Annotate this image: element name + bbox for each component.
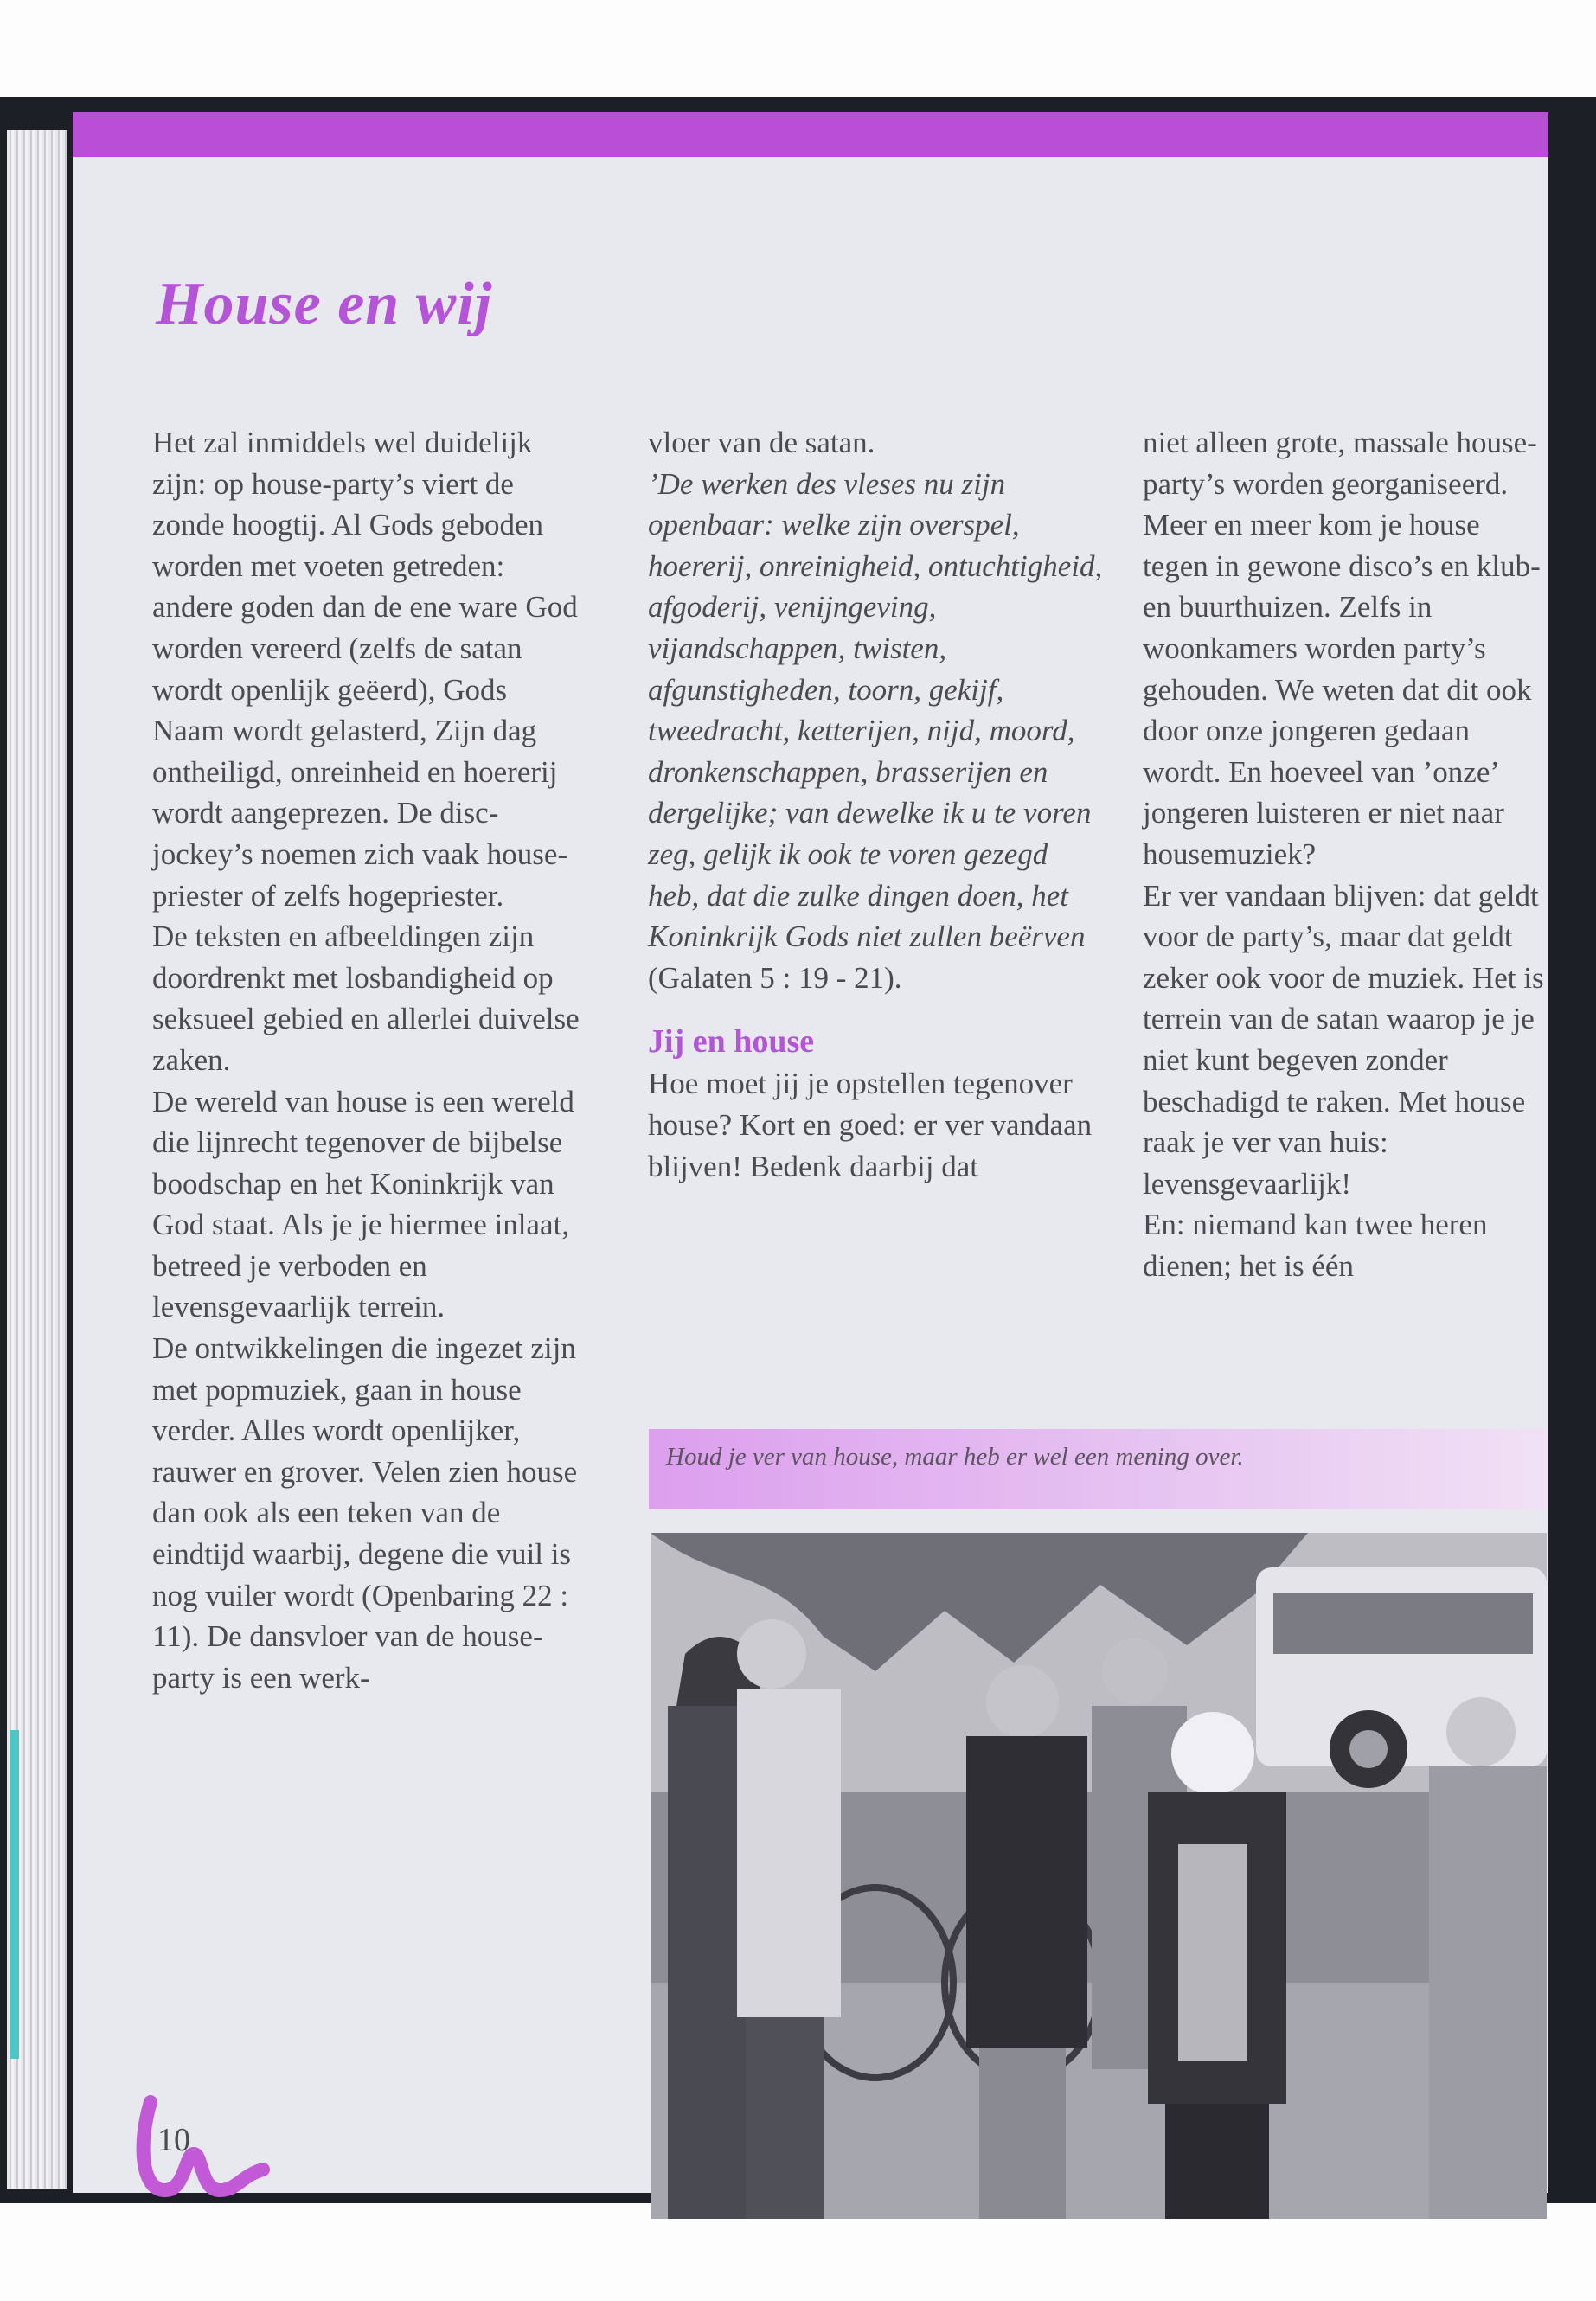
quote-reference: (Galaten 5 : 19 - 21). xyxy=(648,960,902,995)
column-1 xyxy=(152,422,585,1698)
subheading: Jij en house xyxy=(648,1023,815,1061)
bible-quote xyxy=(648,464,1106,999)
top-color-band xyxy=(73,112,1548,157)
page-title: House en wij xyxy=(156,271,493,337)
magazine-page xyxy=(73,112,1548,2193)
page-stack-edge xyxy=(7,130,67,2189)
paragraph: niet alleen grote, massale house-party’s worden georganiseerd. Meer en meer kom je house tegen in gewone disco’s en klub- en buurthuizen. Zelfs in woonkamers worden party’s gehouden. We weten dat dit ook door onze jongeren gedaan wordt. En hoeveel van ’onze’ jongeren luisteren er niet naar housemuziek? xyxy=(1143,426,1541,871)
paragraph: De ontwikkelingen die ingezet zijn met popmuziek, gaan in house verder. Alles wordt openlijker, rauwer en grover. Velen zien house dan ook als een teken van de eindtijd waarbij, degene die vuil is nog vuiler wordt (Openbaring 22 : 11). De dansvloer van de house-party is een werk- xyxy=(152,1331,578,1695)
paragraph: De wereld van house is een wereld die lijnrecht tegenover de bijbelse boodschap en het Koninkrijk van God staat. Als je je hiermee inlaat, betreed je verboden en levensgevaarlijk terrein. xyxy=(152,1084,574,1324)
paragraph: En: niemand kan twee heren dienen; het is één xyxy=(1143,1208,1488,1283)
paragraph: Het zal inmiddels wel duidelijk zijn: op house-party’s viert de zonde hoogtij. Al Gods geboden worden met voeten getreden: andere goden dan de ene ware God worden vereerd (zelfs de satan wordt openlijk geëerd), Gods Naam wordt gelasterd, Zijn dag ontheiligd, onreinheid en hoererij wordt aangeprezen. De disc-jockey’s noemen zich vaak house-priester of zelfs hogepriester. xyxy=(152,426,578,913)
column-3 xyxy=(1143,422,1549,1286)
cyan-page-edge xyxy=(10,1730,19,2059)
page-number: 10 xyxy=(157,2122,190,2158)
paragraph: Er ver vandaan blijven: dat geldt voor de party’s, maar dat geldt zeker ook voor de muziek. Het is terrein van de satan waarop je je niet kunt begeven zonder beschadigd te raken. Met house raak je ver van huis: levensgevaarlijk! xyxy=(1143,878,1544,1201)
paragraph: Hoe moet jij je opstellen tegenover house? Kort en goed: er ver vandaan blijven! Bedenk daarbij dat xyxy=(648,1067,1093,1183)
photo-youths-near-bus xyxy=(651,1533,1547,2219)
magazine-logo-icon xyxy=(133,2093,272,2206)
paragraph: De teksten en afbeeldingen zijn doordrenkt met losbandigheid op seksueel gebied en allerlei duivelse zaken. xyxy=(152,920,580,1077)
photo-caption: Houd je ver van house, maar heb er wel een mening over. xyxy=(649,1429,1548,1509)
paragraph: vloer van de satan. xyxy=(648,426,875,459)
column-2 xyxy=(648,422,1106,1187)
quote-text: ’De werken des vleses nu zijn openbaar: welke zijn overspel, hoererij, onreinigheid, ontuchtigheid, afgoderij, venijngeving, vijandschappen, twisten, afgunstigheden, toorn, gekijf, tweedracht, ketterijen, nijd, moord, dronkenschappen, brasserijen en dergelijke; van dewelke ik u te voren zeg, gelijk ik ook te voren gezegd heb, dat die zulke dingen doen, het Koninkrijk Gods niet zullen beërven xyxy=(648,466,1103,954)
